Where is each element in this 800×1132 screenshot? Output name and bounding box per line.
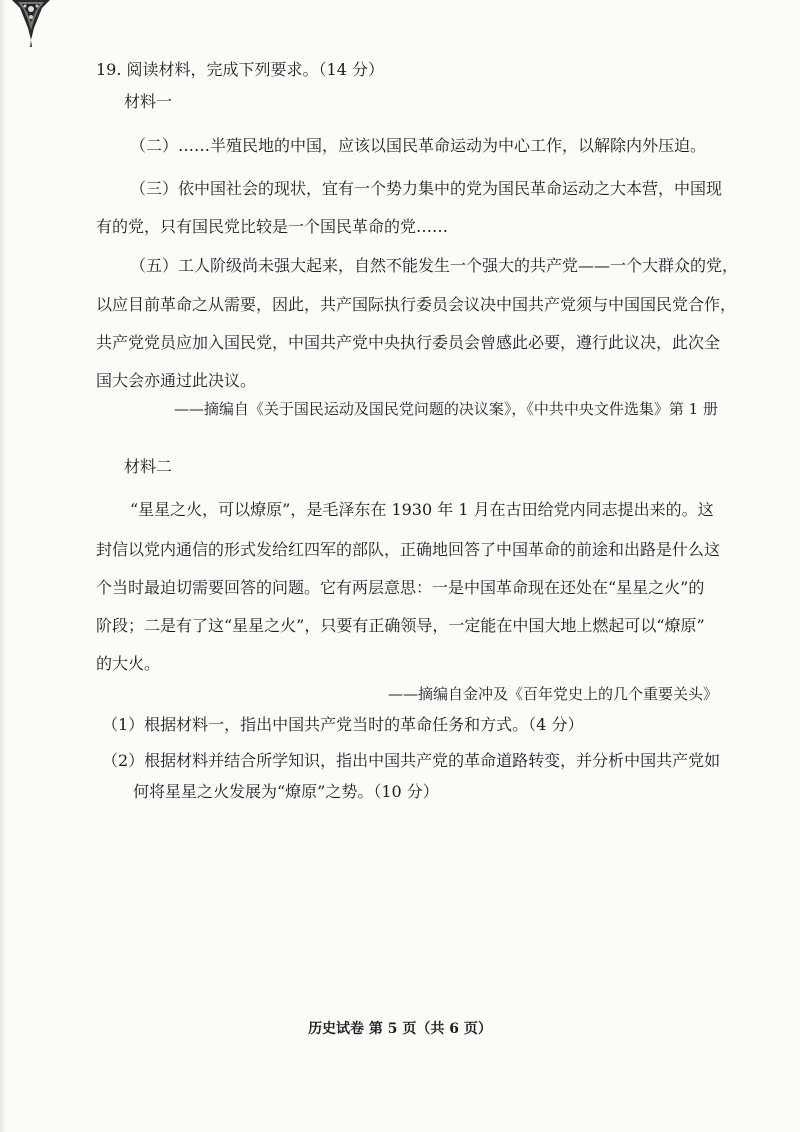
- material1-line: 有的党，只有国民党比较是一个国民革命的党……: [96, 217, 449, 236]
- material1-line: 以应目前革命之从需要，因此，共产国际执行委员会议决中国共产党须与中国国民党合作，: [96, 295, 737, 314]
- sub-question-2-continued: 何将星星之火发展为“燎原”之势。（10 分）: [133, 782, 439, 801]
- material2-source: ——摘编自金冲及《百年党史上的几个重要关头》: [387, 685, 718, 703]
- material2-line: 的大火。: [96, 654, 161, 673]
- material2-line: 个当时最迫切需要回答的问题。它有两层意思：一是中国革命现在还处在“星星之火”的: [96, 578, 705, 597]
- material1-line: （二）……半殖民地的中国，应该以国民革命运动为中心工作，以解除内外压迫。: [130, 136, 707, 155]
- material2-line: 封信以党内通信的形式发给红四军的部队，正确地回答了中国革命的前途和出路是什么这: [96, 540, 721, 559]
- question-title: 19. 阅读材料，完成下列要求。（14 分）: [96, 60, 384, 79]
- material1-line: 国大会亦通过此决议。: [96, 371, 257, 390]
- material1-label: 材料一: [124, 92, 173, 111]
- sub-question-2: （2）根据材料并结合所学知识，指出中国共产党的革命道路转变，并分析中国共产党如: [102, 751, 721, 770]
- sub-question-1: （1）根据材料一，指出中国共产党当时的革命任务和方式。（4 分）: [102, 715, 584, 734]
- material2-line: “星星之火，可以燎原”，是毛泽东在 1930 年 1 月在古田给党内同志提出来的。这: [130, 500, 714, 519]
- material1-line: （三）依中国社会的现状，宜有一个势力集中的党为国民革命运动之大本营，中国现: [130, 179, 723, 198]
- material1-line: 共产党党员应加入国民党，中国共产党中央执行委员会曾感此必要，遵行此议决，此次全: [96, 333, 721, 352]
- material1-source: ——摘编自《关于国民运动及国民党问题的决议案》，《中共中央文件选集》第 1 册: [173, 400, 718, 418]
- material2-line: 阶段；二是有了这“星星之火”，只要有正确领导，一定能在中国大地上燃起可以“燎原”: [96, 616, 705, 635]
- page-footer: 历史试卷 第 5 页（共 6 页）: [308, 1021, 492, 1037]
- material1-line: （五）工人阶级尚未强大起来，自然不能发生一个强大的共产党——一个大群众的党，: [130, 256, 739, 275]
- material2-label: 材料二: [124, 457, 173, 476]
